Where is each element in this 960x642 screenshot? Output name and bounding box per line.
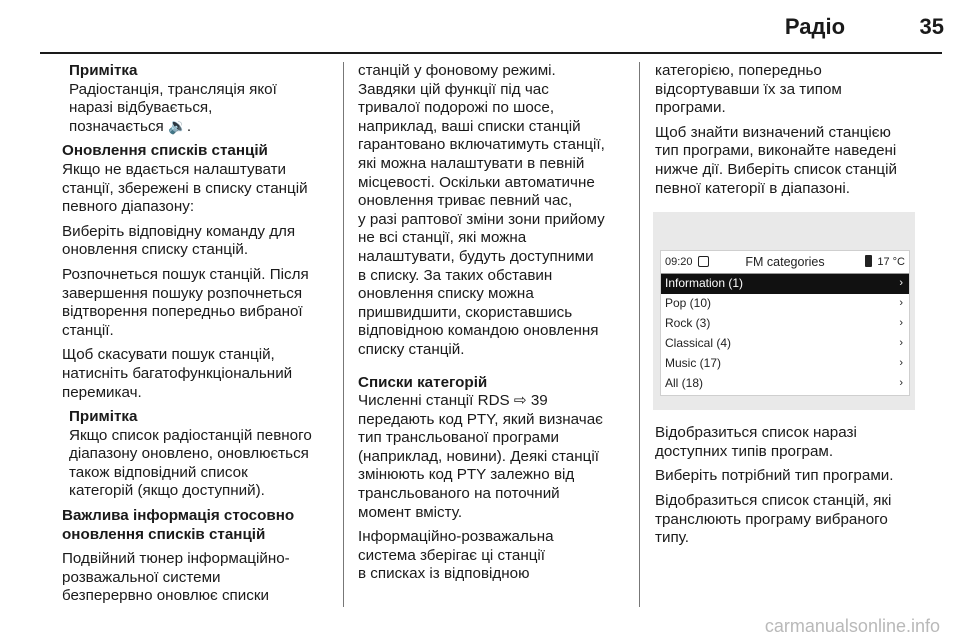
text-line: змінюють код PTY залежно від <box>358 466 575 484</box>
screen-title: FM categories <box>745 255 825 270</box>
phone-icon <box>865 255 872 267</box>
text-line: Подвійний тюнер інформаційно- <box>62 550 290 568</box>
paragraph <box>655 492 927 548</box>
text-line: програми. <box>655 99 726 117</box>
category-list <box>661 274 909 394</box>
text-line: безперервно оновлює списки <box>62 587 269 605</box>
category-list-item[interactable] <box>661 274 909 294</box>
display-screen <box>660 250 910 396</box>
text-line: списку станцій. <box>358 340 465 358</box>
note-title: Примітка <box>69 62 138 79</box>
text-line: Розпочнеться пошук станцій. Після <box>62 265 309 283</box>
text-line: Щоб скасувати пошук станцій, <box>62 346 275 364</box>
chevron-right-icon: › <box>899 377 903 390</box>
text-line: нижче дії. Виберіть список станцій <box>655 160 897 178</box>
category-label: Music (17) <box>665 356 722 371</box>
text-line: момент вмісту. <box>358 503 463 521</box>
text-line: оновлення списків станцій <box>62 525 266 543</box>
paragraph <box>62 550 332 606</box>
text-line: Радіостанція, трансляція якої <box>69 80 277 98</box>
paragraph <box>655 424 927 461</box>
text-line: місцевості. Оскільки автоматичне <box>358 173 595 191</box>
text-line: наприклад, ваші списки станцій <box>358 117 581 135</box>
text-line: позначається 🔉. <box>69 117 192 135</box>
text-line: Щоб знайти визначений станцією <box>655 123 891 141</box>
text-line: оновлення триває певний час, <box>358 192 573 210</box>
text-line: Якщо не вдається налаштувати <box>62 160 287 178</box>
text-line: у разі раптової зміни зони прийому <box>358 210 605 228</box>
section-heading: Оновлення списків станцій <box>62 142 268 160</box>
text-line: доступних типів програм. <box>655 442 834 460</box>
text-line: типу. <box>655 529 689 547</box>
paragraph <box>655 62 927 118</box>
paragraph <box>655 467 927 486</box>
chevron-right-icon: › <box>899 357 903 370</box>
text-line: Виберіть відповідну команду для <box>62 222 296 240</box>
temperature: 17 °C <box>877 256 905 269</box>
column-3 <box>655 62 927 554</box>
category-label: All (18) <box>665 376 704 391</box>
text-line: категорій (якщо доступний). <box>69 482 265 500</box>
text-line: не всі станції, які можна <box>358 229 527 247</box>
column-2 <box>358 62 628 590</box>
text-line: налаштувати, будуть доступними <box>358 247 594 265</box>
chevron-right-icon: › <box>899 337 903 350</box>
text-line: тип програми, виконайте наведені <box>655 142 897 160</box>
text-line: які можна налаштувати в певній <box>358 154 585 172</box>
paragraph <box>62 223 332 260</box>
text-line: розважальної системи <box>62 568 221 586</box>
text-line: також відповідний список <box>69 463 248 481</box>
page-number: 35 <box>919 14 944 39</box>
text-line: тип трансльованої програми <box>358 429 560 447</box>
category-list-item[interactable] <box>661 294 909 314</box>
text-line: відсортувавши їх за типом <box>655 80 842 98</box>
note-title: Примітка <box>69 408 138 426</box>
note-block <box>69 408 332 501</box>
category-label: Rock (3) <box>665 316 711 331</box>
text-line: відповідною командою оновлення <box>358 322 599 340</box>
category-label: Pop (10) <box>665 296 712 311</box>
text-line: діапазону оновлено, оновлюється <box>69 445 309 463</box>
paragraph <box>62 161 332 217</box>
paragraph <box>358 392 628 522</box>
text-line: категорією, попередньо <box>655 62 822 79</box>
text-line: станції, збережені в списку станцій <box>62 179 308 197</box>
category-label: Classical (4) <box>665 336 732 351</box>
column-1 <box>62 62 332 612</box>
paragraph <box>358 62 628 360</box>
screen-status-bar <box>661 251 909 274</box>
text-line: пришвидшити, скориставшись <box>358 303 573 321</box>
text-line: в списках із відповідною <box>358 565 530 583</box>
chevron-right-icon: › <box>899 277 903 290</box>
category-list-item[interactable] <box>661 354 909 374</box>
text-line: тривалої подорожі по шосе, <box>358 99 555 117</box>
text-line: Відобразиться список станцій, які <box>655 491 892 509</box>
screen-illustration <box>653 212 915 410</box>
paragraph <box>62 346 332 402</box>
text-line: оновлення списку станцій. <box>62 241 249 259</box>
paragraph <box>655 124 927 198</box>
section-heading: Списки категорій <box>358 373 488 391</box>
text-line: відтворення попередньо вибраної <box>62 303 303 321</box>
text-line: станції. <box>62 321 114 339</box>
category-label: Information (1) <box>665 276 744 291</box>
chevron-right-icon: › <box>899 317 903 330</box>
text-line: Якщо список радіостанцій певного <box>69 426 312 444</box>
text-line: перемикач. <box>62 383 142 401</box>
category-list-item[interactable] <box>661 374 909 394</box>
chevron-right-icon: › <box>899 297 903 310</box>
text-line: Виберіть потрібний тип програми. <box>655 467 894 485</box>
text-line: (наприклад, новини). Деякі станції <box>358 447 599 465</box>
text-line: певної категорії в діапазоні. <box>655 179 850 197</box>
text-line: завершення пошуку розпочнеться <box>62 284 303 302</box>
text-line: станцій у фоновому режимі. <box>358 62 556 79</box>
category-list-item[interactable] <box>661 334 909 354</box>
text-line: гарантовано включатимуть станції, <box>358 136 605 154</box>
text-line: транслюють програму вибраного <box>655 510 888 528</box>
column-divider <box>639 62 640 607</box>
text-line: передають код PTY, який визначає <box>358 410 603 428</box>
note-block <box>69 62 332 136</box>
text-line: оновлення списку можна <box>358 285 534 303</box>
text-line: Завдяки цій функції під час <box>358 80 549 98</box>
text-line: система зберігає ці станції <box>358 546 546 564</box>
text-line: Відобразиться список наразі <box>655 424 857 442</box>
page-title: Радіо <box>784 14 846 39</box>
text-line: Важлива інформація стосовно <box>62 507 295 525</box>
text-line: Численні станції RDS ⇨ 39 <box>358 392 548 410</box>
header-rule <box>40 52 942 54</box>
text-line: трансльованого на поточний <box>358 485 560 503</box>
category-list-item[interactable] <box>661 314 909 334</box>
text-line: Інформаційно-розважальна <box>358 528 554 546</box>
watermark: carmanualsonline.info <box>764 616 940 636</box>
text-line: наразі відбувається, <box>69 99 213 117</box>
column-divider <box>343 62 344 607</box>
text-line: певного діапазону: <box>62 198 195 216</box>
paragraph <box>62 266 332 340</box>
text-line: в списку. За таких обставин <box>358 266 553 284</box>
section-heading <box>62 507 332 544</box>
clock: 09:20 <box>665 256 693 269</box>
text-line: натисніть багатофункціональний <box>62 364 293 382</box>
paragraph <box>358 528 628 584</box>
